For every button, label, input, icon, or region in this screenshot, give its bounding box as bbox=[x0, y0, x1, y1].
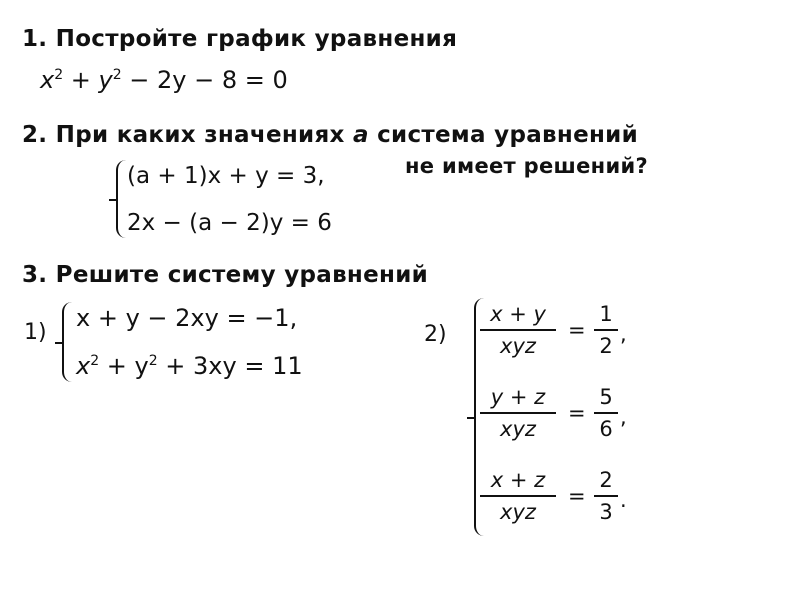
eq-exp: 2 bbox=[112, 67, 122, 83]
eq-exp: 2 bbox=[54, 67, 64, 83]
fraction-numerator: y + z bbox=[490, 385, 546, 409]
part1-line1: x + y − 2xy = −1, bbox=[76, 304, 298, 332]
row-end-punct: , bbox=[620, 405, 627, 429]
task2-prompt-post: система уравнений bbox=[368, 122, 639, 148]
task1-heading bbox=[22, 26, 457, 52]
task2-param: a bbox=[352, 122, 369, 148]
task2-line1: (a + 1)x + y = 3, bbox=[127, 163, 325, 189]
task2-suffix: не имеет решений? bbox=[405, 154, 648, 178]
fraction-denominator: xyz bbox=[500, 334, 536, 358]
fraction-denominator: 2 bbox=[599, 334, 613, 358]
fraction-bar bbox=[480, 412, 556, 414]
row-end-punct: , bbox=[620, 322, 627, 346]
fraction-numerator: 2 bbox=[599, 468, 613, 492]
task2-number: 2. bbox=[22, 122, 48, 148]
fraction-numerator: x + z bbox=[490, 468, 546, 492]
fraction-lhs bbox=[480, 302, 556, 358]
fraction-denominator: 3 bbox=[599, 500, 613, 524]
fraction-numerator: x + y bbox=[490, 302, 546, 326]
fraction-bar bbox=[480, 329, 556, 331]
fraction-denominator: xyz bbox=[500, 500, 536, 524]
task3-prompt: Решите систему уравнений bbox=[55, 262, 429, 288]
eq-var-x: x bbox=[76, 352, 91, 380]
part1-line2 bbox=[76, 352, 303, 380]
eq-op: + y bbox=[106, 352, 149, 380]
fraction-rhs bbox=[594, 385, 618, 441]
task1-number: 1. bbox=[22, 26, 48, 52]
fraction-lhs bbox=[480, 385, 556, 441]
task2-prompt-pre: При каких значениях bbox=[55, 122, 353, 148]
eq-var-y: y bbox=[98, 66, 113, 94]
fraction-numerator: 1 bbox=[599, 302, 613, 326]
part2-label: 2) bbox=[424, 322, 447, 347]
part1-label: 1) bbox=[24, 320, 47, 345]
fraction-bar bbox=[594, 329, 618, 331]
fraction-denominator: xyz bbox=[500, 417, 536, 441]
fraction-lhs bbox=[480, 468, 556, 524]
eq-op: + bbox=[70, 66, 91, 94]
fraction-rhs bbox=[594, 302, 618, 358]
eq-exp: 2 bbox=[90, 353, 100, 369]
row-end-punct: . bbox=[620, 488, 627, 512]
fraction-bar bbox=[594, 495, 618, 497]
fraction-bar bbox=[594, 412, 618, 414]
equals-sign: = bbox=[568, 318, 586, 342]
task1-prompt: Постройте график уравнения bbox=[55, 26, 458, 52]
system-brace bbox=[62, 302, 75, 382]
eq-rest: − 2y − 8 = 0 bbox=[129, 66, 288, 94]
equals-sign: = bbox=[568, 401, 586, 425]
fraction-bar bbox=[480, 495, 556, 497]
task2-heading bbox=[22, 122, 638, 148]
fraction-numerator: 5 bbox=[599, 385, 613, 409]
task1-equation bbox=[40, 66, 288, 94]
task2-line2: 2x − (a − 2)y = 6 bbox=[127, 210, 332, 236]
eq-rest: + 3xy = 11 bbox=[165, 352, 303, 380]
eq-exp: 2 bbox=[148, 353, 158, 369]
task3-heading bbox=[22, 262, 428, 288]
equals-sign: = bbox=[568, 484, 586, 508]
fraction-denominator: 6 bbox=[599, 417, 613, 441]
fraction-rhs bbox=[594, 468, 618, 524]
task3-number: 3. bbox=[22, 262, 48, 288]
eq-var-x: x bbox=[40, 66, 55, 94]
